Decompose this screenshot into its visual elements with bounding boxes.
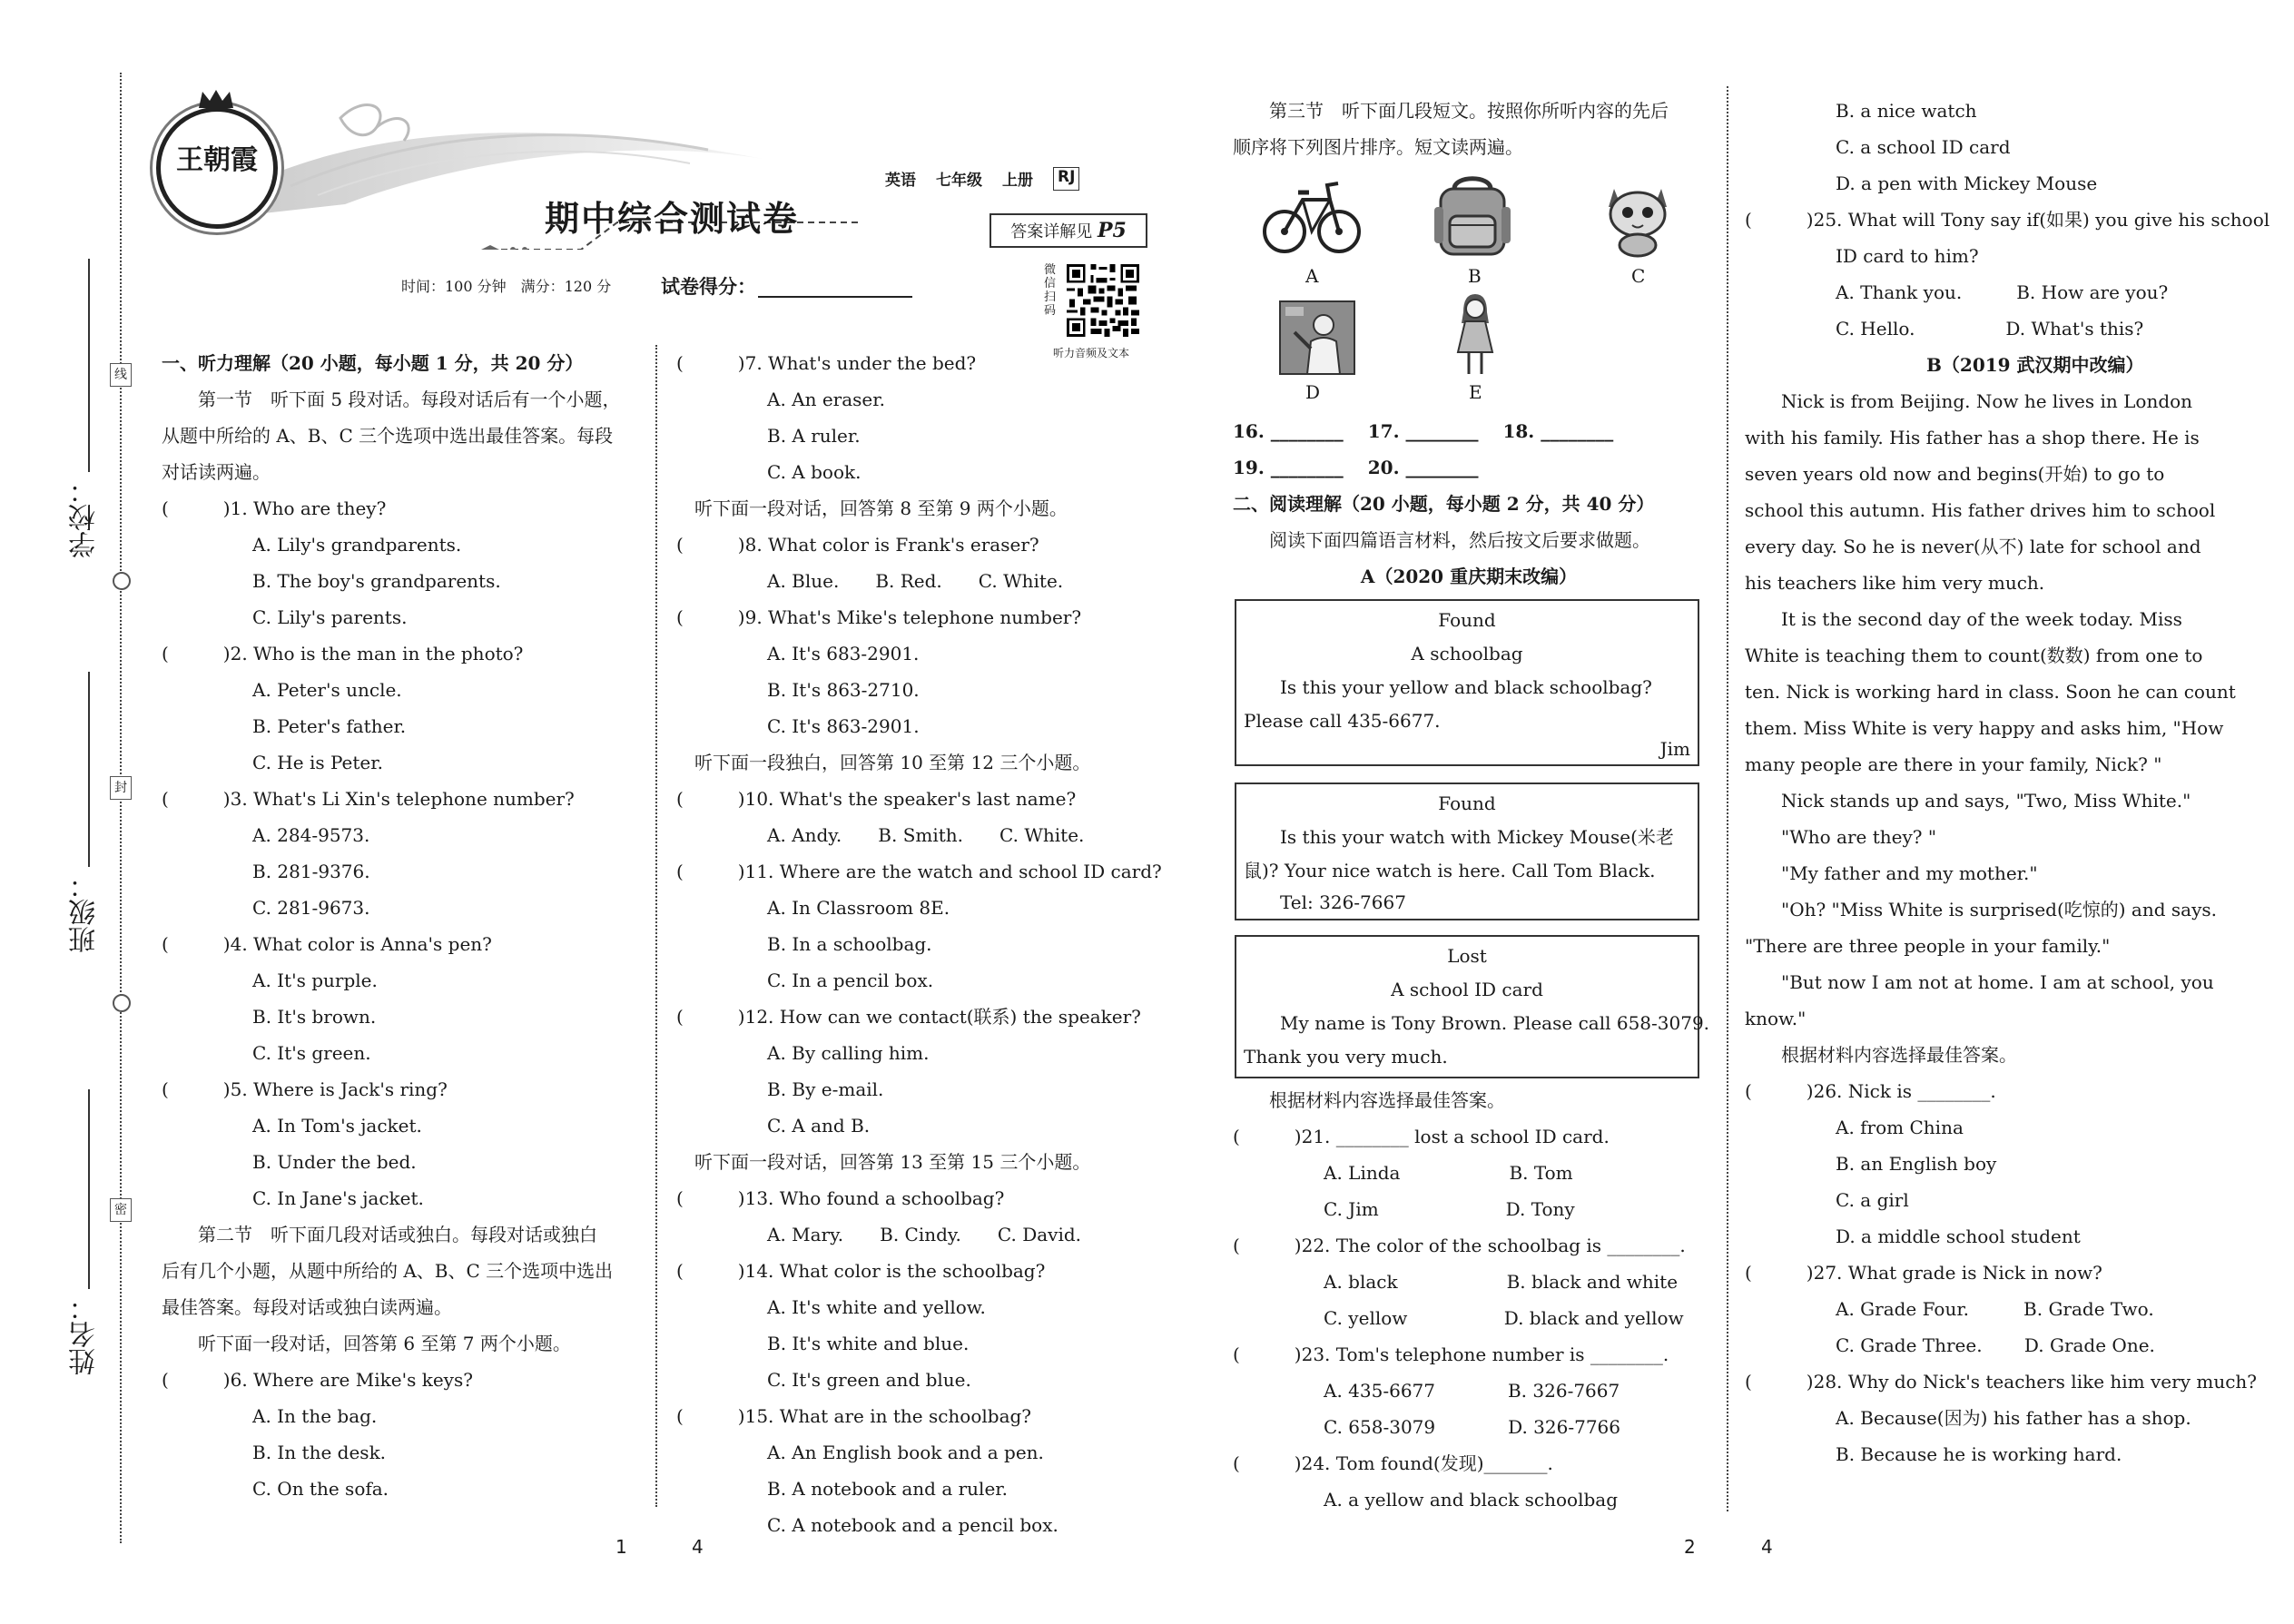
notice-text: Tel: 326-7667 xyxy=(1244,891,1406,913)
subject-tags xyxy=(885,167,1079,191)
question-7-option-b[interactable]: B. A ruler. xyxy=(676,425,861,447)
question-9-option-b[interactable]: B. It's 863-2710. xyxy=(676,679,920,701)
page-total: 4 xyxy=(692,1536,704,1558)
passage-b-text: his teachers like him very much. xyxy=(1745,572,2045,594)
passage-b-text: "Who are they? " xyxy=(1745,826,1937,848)
picture-label-e: E xyxy=(1469,381,1482,403)
tag-grade: 七年级 xyxy=(936,172,982,190)
column-listening-1 xyxy=(162,345,643,1507)
question-6[interactable]: ( )6. Where are Mike's keys? xyxy=(162,1369,473,1391)
passage-b-text: seven years old now and begins(开始) to go to xyxy=(1745,463,2165,485)
passage-b-text: ten. Nick is working hard in class. Soon he can count xyxy=(1745,681,2236,703)
binding-mark-seal: 封 xyxy=(110,776,132,800)
notice-title: Found xyxy=(1438,609,1496,631)
tag-subject: 英语 xyxy=(885,172,916,190)
question-1-option-a[interactable]: A. Lily's grandparents. xyxy=(162,534,462,556)
binding-mark-secret: 密 xyxy=(110,1198,132,1222)
school-label: 学校： xyxy=(69,477,101,558)
notice-text: Is this your yellow and black schoolbag? xyxy=(1244,676,1652,698)
passage-a-source: A（2020 重庆期末改编） xyxy=(1360,566,1578,587)
binding-line xyxy=(120,73,122,1543)
question-26-option-c[interactable]: C. a girl xyxy=(1745,1189,1909,1211)
blank-16[interactable]: 16. ________ xyxy=(1233,420,1344,442)
passage-b-text: "Oh? "Miss White is surprised(吃惊的) and says. xyxy=(1745,899,2217,920)
reading-instruction: 阅读下面四篇语言材料，然后按文后要求做题。 xyxy=(1233,529,1650,551)
tag-edition: RJ xyxy=(1053,167,1079,191)
qr-side-text: 微信扫码 xyxy=(1044,263,1057,318)
question-28[interactable]: ( )28. Why do Nick's teachers like him very much? xyxy=(1745,1371,2258,1393)
question-26-option-a[interactable]: A. from China xyxy=(1745,1117,1964,1138)
school-field[interactable] xyxy=(88,259,90,472)
class-label: 班级： xyxy=(69,871,101,953)
question-3-option-b[interactable]: B. 281-9376. xyxy=(162,861,370,882)
section3-instruction-line: 顺序将下列图片排序。短文读两遍。 xyxy=(1233,136,1523,158)
question-11-option-b[interactable]: B. In a schoolbag. xyxy=(676,933,932,955)
blank-19[interactable]: 19. ________ xyxy=(1233,457,1344,478)
question-4-option-c[interactable]: C. It's green. xyxy=(162,1042,371,1064)
answer-ref-page: P5 xyxy=(1097,219,1127,242)
notice-found-schoolbag xyxy=(1235,599,1699,766)
passage-b-text: them. Miss White is very happy and asks him, "How xyxy=(1745,717,2224,739)
question-8-options[interactable]: A. Blue. B. Red. C. White. xyxy=(676,570,1064,592)
notice-title: Lost xyxy=(1447,945,1487,967)
bicycle-icon xyxy=(1262,172,1362,263)
question-2-option-c[interactable]: C. He is Peter. xyxy=(162,752,383,773)
dialogue-instruction: 听下面一段对话，回答第 6 至第 7 两个小题。 xyxy=(162,1333,571,1354)
question-24-option-a[interactable]: A. a yellow and black schoolbag xyxy=(1233,1489,1619,1511)
question-1[interactable]: ( )1. Who are they? xyxy=(162,497,387,519)
question-1-option-c[interactable]: C. Lily's parents. xyxy=(162,606,408,628)
picture-label-c: C xyxy=(1631,265,1646,287)
passage-b-text: many people are there in your family, Nick? " xyxy=(1745,753,2162,775)
question-12-option-b[interactable]: B. By e-mail. xyxy=(676,1078,884,1100)
picture-label-d: D xyxy=(1305,381,1321,403)
cat-toy-icon xyxy=(1601,176,1674,258)
question-22[interactable]: ( )22. The color of the schoolbag is ________. xyxy=(1233,1235,1686,1256)
question-12[interactable]: ( )12. How can we contact(联系) the speaker? xyxy=(676,1006,1141,1028)
question-14[interactable]: ( )14. What color is the schoolbag? xyxy=(676,1260,1046,1282)
notice-subtitle: A school ID card xyxy=(1391,979,1543,1000)
qr-code[interactable] xyxy=(1064,261,1142,340)
questions-instruction: 根据材料内容选择最佳答案。 xyxy=(1233,1089,1505,1111)
question-14-option-a[interactable]: A. It's white and yellow. xyxy=(676,1296,986,1318)
ordering-blanks xyxy=(1233,413,1705,486)
passage-b-text: with his family. His father has a shop there. He is xyxy=(1745,427,2200,448)
passage-b-text: every day. So he is never(从不) late for school and xyxy=(1745,536,2201,557)
question-13[interactable]: ( )13. Who found a schoolbag? xyxy=(676,1187,1005,1209)
section-reading-heading: 二、阅读理解（20 小题，每小题 2 分，共 40 分） xyxy=(1233,493,1655,515)
question-11-option-c[interactable]: C. In a pencil box. xyxy=(676,969,934,991)
question-6-option-b[interactable]: B. In the desk. xyxy=(162,1442,387,1463)
question-28-option-b[interactable]: B. Because he is working hard. xyxy=(1745,1443,2122,1465)
passage-b-text: "There are three people in your family." xyxy=(1745,935,2111,957)
column-divider xyxy=(655,345,657,1507)
questions-instruction: 根据材料内容选择最佳答案。 xyxy=(1745,1044,2017,1066)
picture-label-a: A xyxy=(1305,265,1319,287)
question-5-option-b[interactable]: B. Under the bed. xyxy=(162,1151,417,1173)
question-27[interactable]: ( )27. What grade is Nick in now? xyxy=(1745,1262,2102,1284)
question-2-option-b[interactable]: B. Peter's father. xyxy=(162,715,407,737)
passage-b-text: "My father and my mother." xyxy=(1745,862,2038,884)
exam-title: 期中综合测试卷 xyxy=(545,198,800,239)
question-7-option-a[interactable]: A. An eraser. xyxy=(676,389,885,410)
question-23-options-ab[interactable]: A. 435-6677 B. 326-7667 xyxy=(1233,1380,1620,1402)
column-listening-2 xyxy=(676,345,1162,1543)
score-label: 试卷得分： xyxy=(661,275,756,298)
question-3-option-a[interactable]: A. 284-9573. xyxy=(162,824,370,846)
section1-instruction: 对话读两遍。 xyxy=(162,461,271,483)
section3-instruction-line: 第三节 听下面几段短文。按照你所听内容的先后 xyxy=(1233,100,1669,122)
question-21-options-cd[interactable]: C. Jim D. Tony xyxy=(1233,1198,1575,1220)
question-27-options-cd[interactable]: C. Grade Three. D. Grade One. xyxy=(1745,1334,2155,1356)
question-11[interactable]: ( )11. Where are the watch and school ID card? xyxy=(676,861,1162,882)
question-4-option-b[interactable]: B. It's brown. xyxy=(162,1006,377,1028)
time-info: 时间：100 分钟 满分：120 分 xyxy=(401,278,612,295)
question-4-option-a[interactable]: A. It's purple. xyxy=(162,969,378,991)
girl-icon xyxy=(1452,292,1498,379)
question-10-options[interactable]: A. Andy. B. Smith. C. White. xyxy=(676,824,1085,846)
question-25[interactable]: ( )25. What will Tony say if(如果) you give his school xyxy=(1745,209,2270,231)
question-22-options-cd[interactable]: C. yellow D. black and yellow xyxy=(1233,1307,1684,1329)
schoolbag-icon xyxy=(1427,171,1518,261)
column-reading-b xyxy=(1745,93,2270,1472)
section1-instruction: 第一节 听下面 5 段对话。每段对话后有一个小题， xyxy=(162,389,621,410)
passage-a-questions xyxy=(1233,1082,1714,1518)
question-9[interactable]: ( )9. What's Mike's telephone number? xyxy=(676,606,1082,628)
crown-icon xyxy=(197,88,235,110)
question-5-option-a[interactable]: A. In Tom's jacket. xyxy=(162,1115,422,1137)
page-number: 2 xyxy=(1684,1536,1696,1558)
question-8[interactable]: ( )8. What color is Frank's eraser? xyxy=(676,534,1039,556)
question-22-options-ab[interactable]: A. black B. black and white xyxy=(1233,1271,1679,1293)
question-12-option-c[interactable]: C. A and B. xyxy=(676,1115,871,1137)
question-9-option-a[interactable]: A. It's 683-2901. xyxy=(676,643,920,664)
blank-17[interactable]: 17. ________ xyxy=(1367,420,1479,442)
section2-instruction: 第二节 听下面几段对话或独白。每段对话或独白 xyxy=(162,1224,597,1245)
notice-text: Please call 435-6677. xyxy=(1244,710,1441,732)
picture-label-b: B xyxy=(1468,265,1482,287)
page-total: 4 xyxy=(1761,1536,1773,1558)
tag-volume: 上册 xyxy=(1002,172,1033,190)
question-15-option-b[interactable]: B. A notebook and a ruler. xyxy=(676,1478,1009,1500)
question-26-option-d[interactable]: D. a middle school student xyxy=(1745,1225,2081,1247)
section2-instruction: 后有几个小题，从题中所给的 A、B、C 三个选项中选出 xyxy=(162,1260,614,1282)
section2-instruction: 最佳答案。每段对话或独白读两遍。 xyxy=(162,1296,452,1318)
question-7[interactable]: ( )7. What's under the bed? xyxy=(676,352,977,374)
binding-mark-line: 线 xyxy=(110,363,132,387)
brand-logo xyxy=(156,107,278,229)
answer-ref-label: 答案详解见 xyxy=(1010,222,1093,241)
passage-b-text: Nick stands up and says, "Two, Miss White." xyxy=(1745,790,2191,812)
question-5[interactable]: ( )5. Where is Jack's ring? xyxy=(162,1078,448,1100)
teacher-board-icon xyxy=(1278,300,1356,376)
page-number: 1 xyxy=(615,1536,627,1558)
question-4[interactable]: ( )4. What color is Anna's pen? xyxy=(162,933,492,955)
question-24-option-c[interactable]: C. a school ID card xyxy=(1745,136,2011,158)
question-25-continued[interactable]: ID card to him? xyxy=(1745,245,1979,267)
question-23-options-cd[interactable]: C. 658-3079 D. 326-7766 xyxy=(1233,1416,1621,1438)
question-14-option-b[interactable]: B. It's white and blue. xyxy=(676,1333,970,1354)
question-5-option-c[interactable]: C. In Jane's jacket. xyxy=(162,1187,424,1209)
notice-text: 鼠)? Your nice watch is here. Call Tom Black. xyxy=(1244,860,1656,881)
question-24-option-d[interactable]: D. a pen with Mickey Mouse xyxy=(1745,172,2098,194)
question-3-option-c[interactable]: C. 281-9673. xyxy=(162,897,370,919)
name-field[interactable] xyxy=(88,1089,90,1289)
notice-text: Thank you very much. xyxy=(1244,1046,1448,1068)
question-14-option-c[interactable]: C. It's green and blue. xyxy=(676,1369,971,1391)
question-24[interactable]: ( )24. Tom found(发现)_______. xyxy=(1233,1452,1553,1474)
question-26-option-b[interactable]: B. an English boy xyxy=(1745,1153,1997,1175)
section-listening-heading: 一、听力理解（20 小题，每小题 1 分，共 20 分） xyxy=(162,352,584,374)
name-label: 姓名： xyxy=(69,1294,101,1375)
question-24-option-b[interactable]: B. a nice watch xyxy=(1745,100,1977,122)
question-15[interactable]: ( )15. What are in the schoolbag? xyxy=(676,1405,1032,1427)
question-2[interactable]: ( )2. Who is the man in the photo? xyxy=(162,643,524,664)
notice-lost-id-card xyxy=(1235,935,1710,1078)
notice-found-watch xyxy=(1235,782,1699,920)
blank-18[interactable]: 18. ________ xyxy=(1502,420,1614,442)
passage-b-source: B（2019 武汉期中改编） xyxy=(1745,354,2144,376)
notice-title: Found xyxy=(1438,792,1496,814)
question-12-option-a[interactable]: A. By calling him. xyxy=(676,1042,930,1064)
notice-signature: Jim xyxy=(1659,738,1690,760)
question-9-option-c[interactable]: C. It's 863-2901. xyxy=(676,715,920,737)
question-13-options[interactable]: A. Mary. B. Cindy. C. David. xyxy=(676,1224,1082,1245)
monologue-instruction: 听下面一段独白，回答第 10 至第 12 三个小题。 xyxy=(676,752,1091,773)
binding-hole-1 xyxy=(113,572,131,590)
section3-instruction xyxy=(1233,93,1714,165)
answer-reference[interactable] xyxy=(989,213,1147,248)
passage-b-text: "But now I am not at home. I am at school, you xyxy=(1745,971,2214,993)
question-15-option-c[interactable]: C. A notebook and a pencil box. xyxy=(676,1514,1058,1536)
section1-instruction: 从题中所给的 A、B、C 三个选项中选出最佳答案。每段 xyxy=(162,425,614,447)
passage-b-text: know." xyxy=(1745,1008,1807,1029)
notice-subtitle: A schoolbag xyxy=(1411,643,1523,664)
reading-section-header xyxy=(1233,486,1705,595)
question-7-option-c[interactable]: C. A book. xyxy=(676,461,861,483)
class-field[interactable] xyxy=(88,672,90,867)
question-3[interactable]: ( )3. What's Li Xin's telephone number? xyxy=(162,788,575,810)
passage-b-text: school this autumn. His father drives him to school xyxy=(1745,499,2216,521)
question-23[interactable]: ( )23. Tom's telephone number is ________. xyxy=(1233,1343,1669,1365)
question-21-options-ab[interactable]: A. Linda B. Tom xyxy=(1233,1162,1573,1184)
qr-caption: 听力音频及文本 xyxy=(1053,347,1130,359)
question-1-option-b[interactable]: B. The boy's grandparents. xyxy=(162,570,501,592)
passage-b-text: Nick is from Beijing. Now he lives in London xyxy=(1745,390,2193,412)
question-15-option-a[interactable]: A. An English book and a pen. xyxy=(676,1442,1044,1463)
question-26[interactable]: ( )26. Nick is ________. xyxy=(1745,1080,1996,1102)
question-11-option-a[interactable]: A. In Classroom 8E. xyxy=(676,897,950,919)
question-2-option-a[interactable]: A. Peter's uncle. xyxy=(162,679,402,701)
dialogue-instruction: 听下面一段对话，回答第 13 至第 15 三个小题。 xyxy=(676,1151,1091,1173)
binding-hole-2 xyxy=(113,994,131,1012)
question-28-option-a[interactable]: A. Because(因为) his father has a shop. xyxy=(1745,1407,2191,1429)
question-6-option-a[interactable]: A. In the bag. xyxy=(162,1405,378,1427)
notice-text: Is this your watch with Mickey Mouse(米老 xyxy=(1244,826,1674,848)
passage-b-text: White is teaching them to count(数数) from one to xyxy=(1745,645,2203,666)
dialogue-instruction: 听下面一段对话，回答第 8 至第 9 两个小题。 xyxy=(676,497,1068,519)
question-10[interactable]: ( )10. What's the speaker's last name? xyxy=(676,788,1077,810)
column-divider xyxy=(1727,86,1728,1511)
question-21[interactable]: ( )21. ________ lost a school ID card. xyxy=(1233,1126,1610,1147)
blank-20[interactable]: 20. ________ xyxy=(1367,457,1479,478)
passage-b-text: It is the second day of the week today. Miss xyxy=(1745,608,2182,630)
notice-text: My name is Tony Brown. Please call 658-3079. xyxy=(1244,1012,1710,1034)
brand-name: 王朝霞 xyxy=(176,144,258,176)
score-field[interactable] xyxy=(758,296,912,298)
question-25-options-ab[interactable]: A. Thank you. B. How are you? xyxy=(1745,281,2169,303)
question-27-options-ab[interactable]: A. Grade Four. B. Grade Two. xyxy=(1745,1298,2154,1320)
question-6-option-c[interactable]: C. On the sofa. xyxy=(162,1478,389,1500)
question-25-options-cd[interactable]: C. Hello. D. What's this? xyxy=(1745,318,2144,340)
